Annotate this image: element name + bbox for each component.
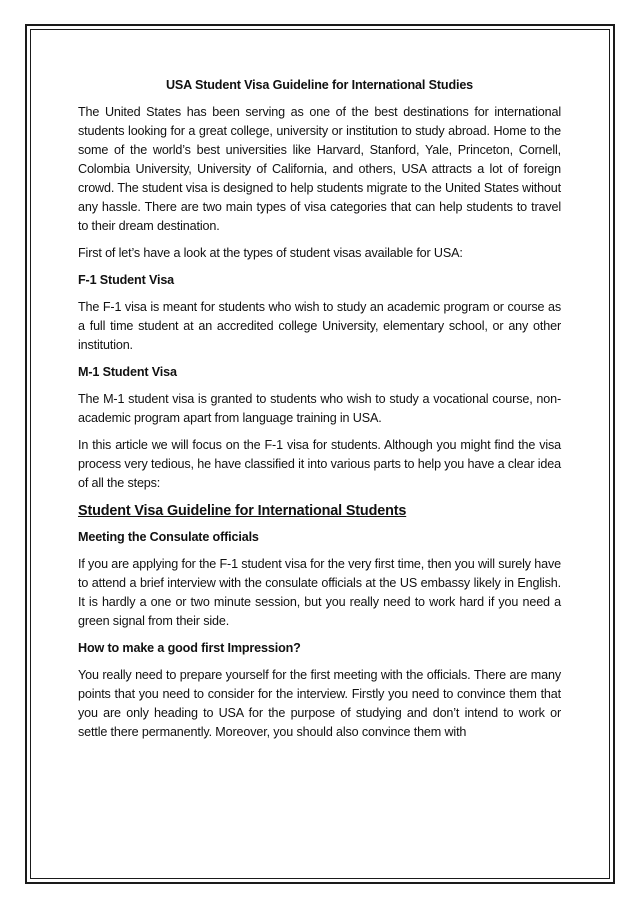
m1-paragraph: The M-1 student visa is granted to students who wish to study a vocational course, non-academic program apart from language training in USA. — [78, 392, 561, 425]
f1-heading: F-1 Student Visa — [78, 273, 175, 287]
m1-heading: M-1 Student Visa — [78, 365, 177, 379]
consulate-paragraph: If you are applying for the F-1 student visa for the very first time, then you will surely have to attend a brief interview with the consulate officials at the US embassy likely in English. It is hardly a one or two minute session, but you really need to work hard if you need a green signal from their side. — [78, 557, 561, 628]
f1-paragraph: The F-1 visa is meant for students who wish to study an academic program or course as a full time student at an accredited college University, elementary school, or any other institution. — [78, 300, 561, 352]
document-body — [78, 76, 561, 750]
intro-paragraph: The United States has been serving as one of the best destinations for international students looking for a great college, university or institution to study abroad. Home to the some of the world’s best universities like Harvard, Stanford, Yale, Princeton, Cornell, Colombia University, University of California, and others, USA attracts a lot of foreign crowd. The student visa is designed to help students migrate to the United States without any hassle. There are two main types of visa categories that can help students to travel to their dream destination. — [78, 105, 561, 233]
types-intro-paragraph: First of let’s have a look at the types of student visas available for USA: — [78, 246, 463, 260]
guideline-heading: Student Visa Guideline for International Students — [78, 503, 407, 519]
document-title: USA Student Visa Guideline for International Studies — [165, 78, 474, 92]
impression-paragraph: You really need to prepare yourself for the first meeting with the officials. There are many points that you need to consider for the interview. Firstly you need to convince them that you are only heading to USA for the purpose of studying and don’t intend to work or settle there permanently. Moreover, you should also convince them with — [78, 668, 561, 739]
focus-paragraph: In this article we will focus on the F-1 visa for students. Although you might find the visa process very tedious, he have classified it into various parts to help you have a clear idea of all the steps: — [78, 438, 561, 490]
consulate-heading: Meeting the Consulate officials — [78, 530, 259, 544]
impression-heading: How to make a good first Impression? — [78, 641, 301, 655]
